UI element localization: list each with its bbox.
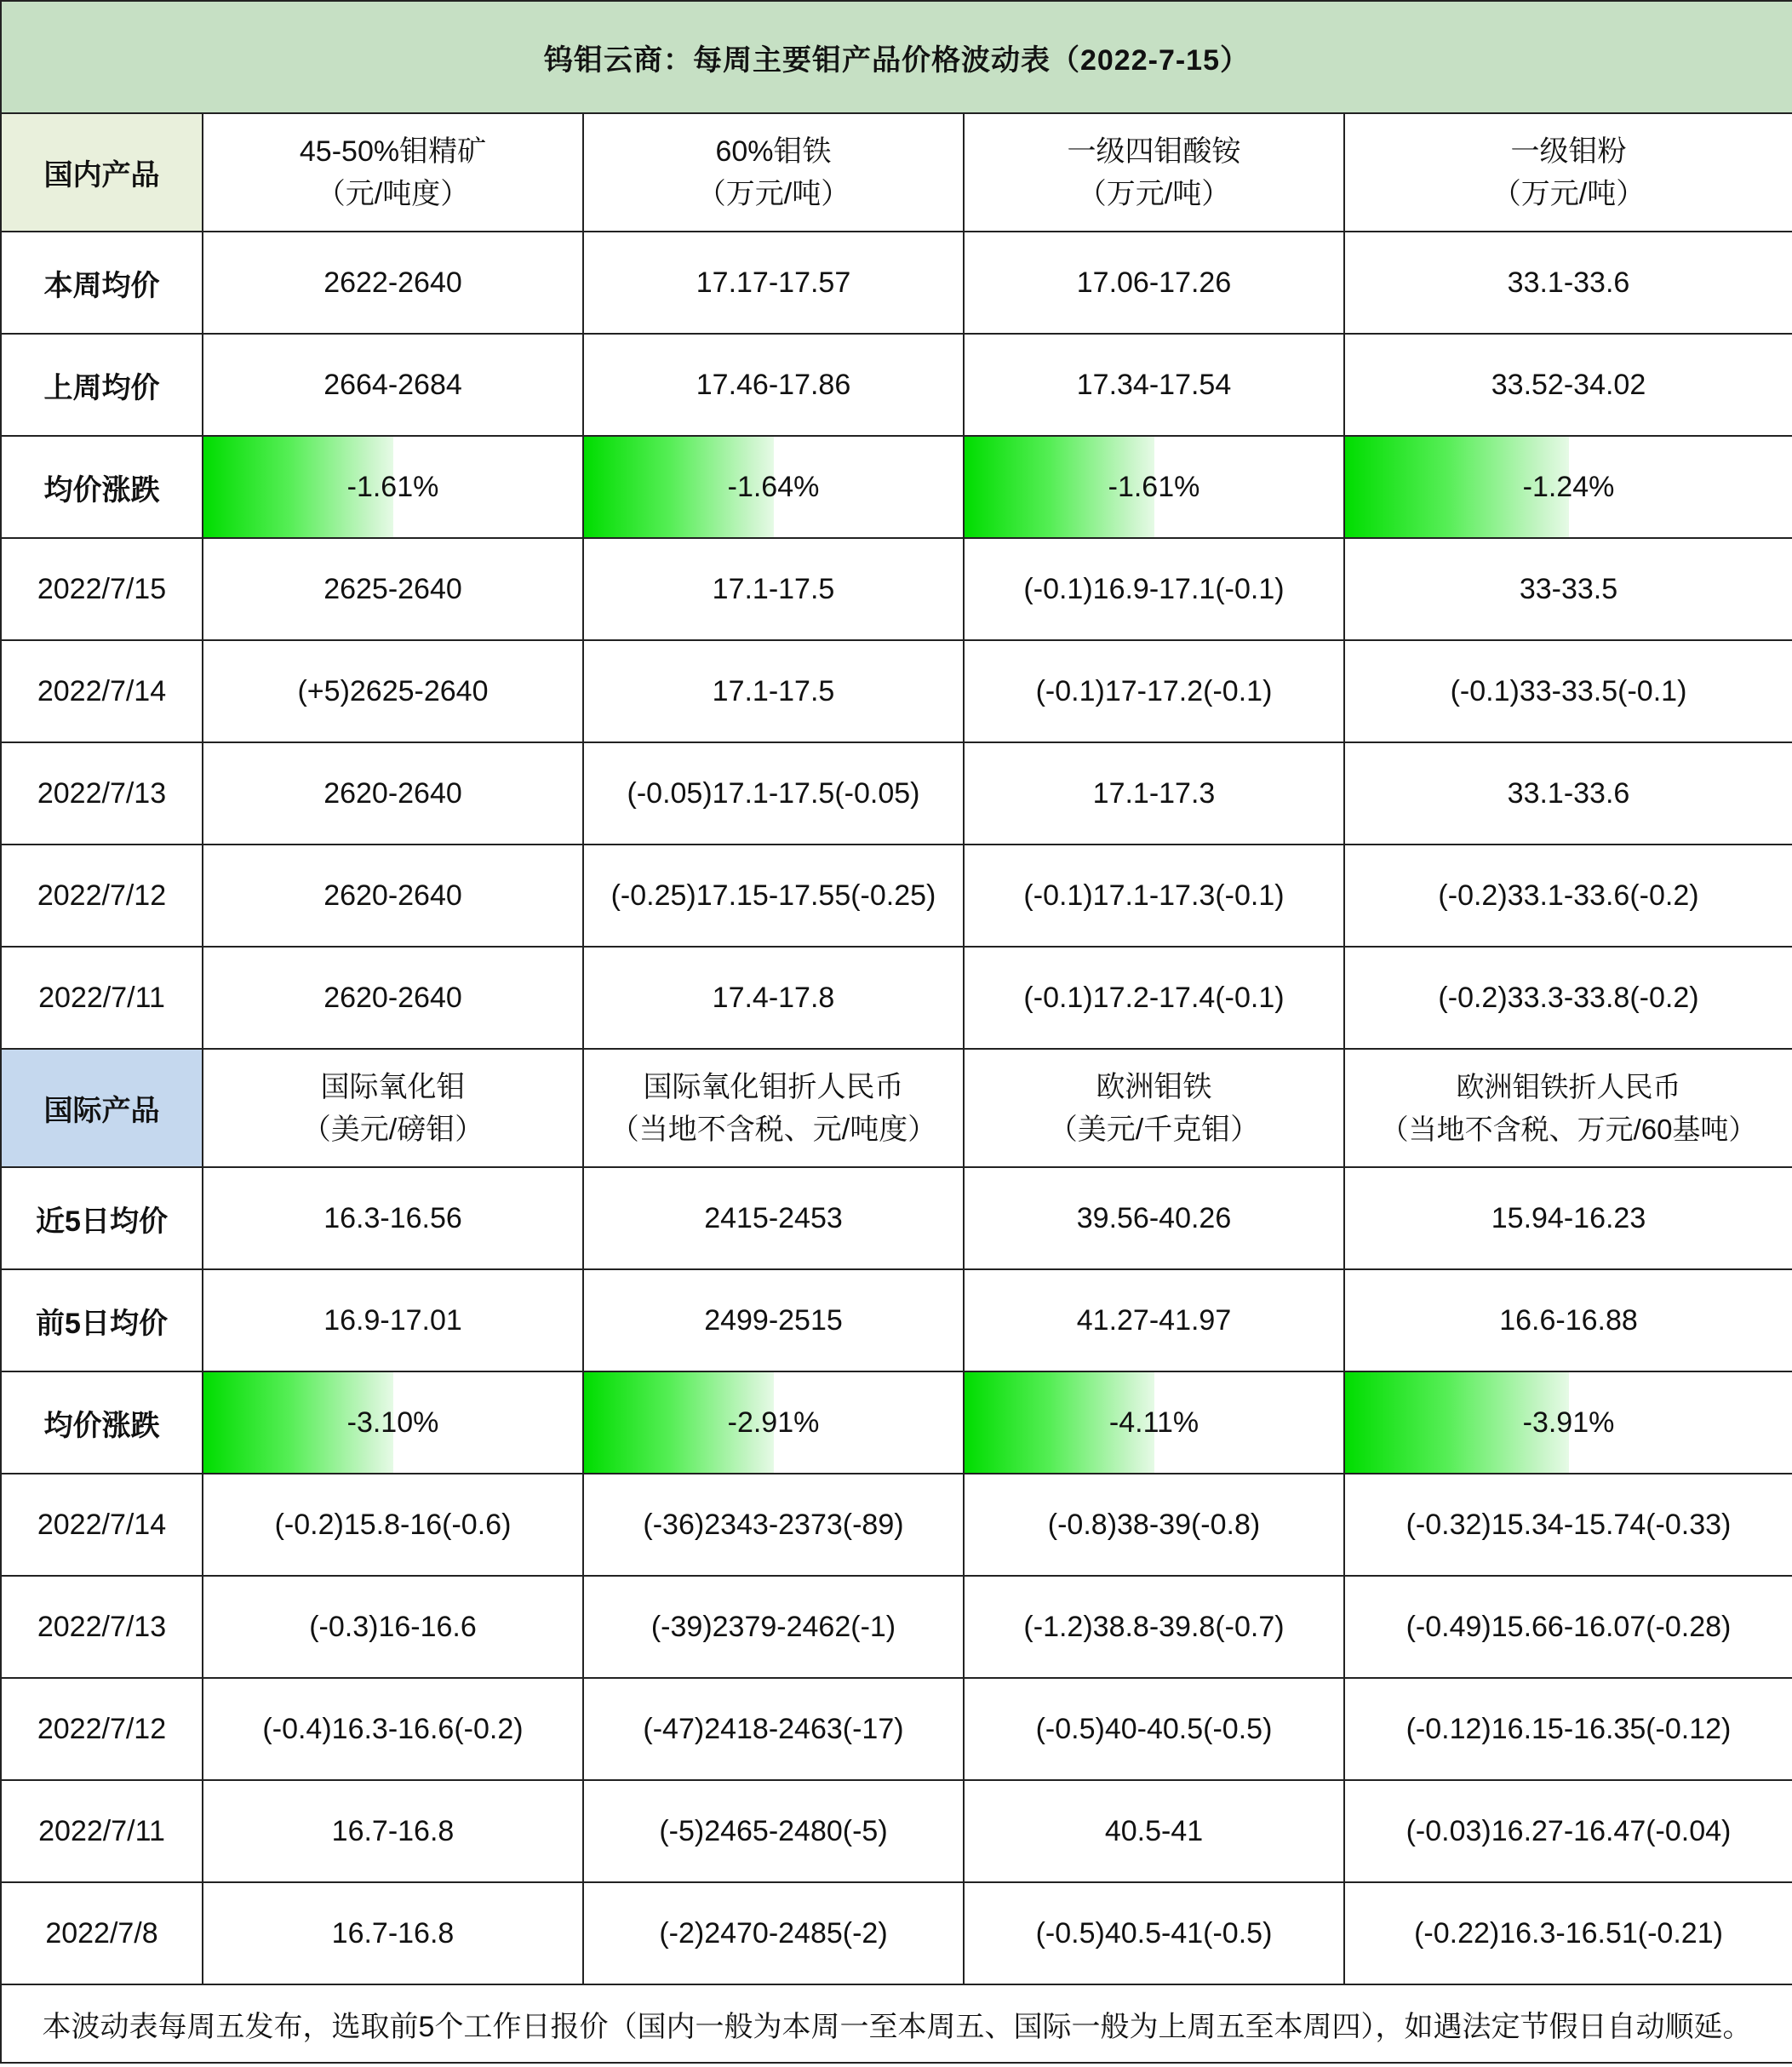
price-cell: 2625-2640 <box>203 538 583 640</box>
date-label: 2022/7/11 <box>1 1780 203 1882</box>
product-unit: （当地不含税、万元/60基吨） <box>1380 1113 1757 1145</box>
product-name: 国际氧化钼折人民币 <box>643 1070 904 1103</box>
domestic-daily-row <box>1 845 1792 947</box>
domestic-daily-row <box>1 947 1792 1049</box>
change-bar-cell <box>1344 436 1792 538</box>
domestic-product-header <box>1344 113 1792 232</box>
price-cell: (-0.3)16-16.6 <box>203 1576 583 1678</box>
product-name: 欧洲钼铁 <box>1096 1070 1212 1103</box>
row-label: 均价涨跌 <box>1 436 203 538</box>
international-recent-avg-row <box>1 1167 1792 1269</box>
price-cell: 16.9-17.01 <box>203 1269 583 1371</box>
date-label: 2022/7/15 <box>1 538 203 640</box>
price-cell: (-2)2470-2485(-2) <box>583 1882 964 1984</box>
row-label: 本周均价 <box>1 232 203 334</box>
price-cell: (-0.2)15.8-16(-0.6) <box>203 1474 583 1576</box>
change-bar-cell <box>203 436 583 538</box>
domestic-daily-row <box>1 538 1792 640</box>
product-name: 国际氧化钼 <box>320 1070 466 1103</box>
price-cell: (-1.2)38.8-39.8(-0.7) <box>964 1576 1344 1678</box>
row-label: 前5日均价 <box>1 1269 203 1371</box>
price-cell: (-0.1)16.9-17.1(-0.1) <box>964 538 1344 640</box>
footer-note: 本波动表每周五发布，选取前5个工作日报价（国内一般为本周一至本周五、国际一般为上周五至本周四），如遇法定节假日自动顺延。 <box>1 1984 1792 2063</box>
price-cell: (-0.2)33.1-33.6(-0.2) <box>1344 845 1792 947</box>
price-cell: (-39)2379-2462(-1) <box>583 1576 964 1678</box>
product-name: 一级钼粉 <box>1510 135 1627 168</box>
price-cell: 17.34-17.54 <box>964 334 1344 436</box>
domestic-product-header <box>203 113 583 232</box>
price-cell: 39.56-40.26 <box>964 1167 1344 1269</box>
international-product-header <box>583 1049 964 1167</box>
price-cell: (-0.32)15.34-15.74(-0.33) <box>1344 1474 1792 1576</box>
change-value: -1.24% <box>1522 470 1615 503</box>
price-cell: 16.3-16.56 <box>203 1167 583 1269</box>
price-cell: 2499-2515 <box>583 1269 964 1371</box>
price-cell: 33.52-34.02 <box>1344 334 1792 436</box>
international-product-header <box>964 1049 1344 1167</box>
product-unit: （美元/磅钼） <box>301 1113 484 1146</box>
product-unit: （元/吨度） <box>316 177 470 210</box>
product-unit: （美元/千克钼） <box>1048 1113 1260 1146</box>
domestic-daily-row <box>1 640 1792 742</box>
price-cell: (-0.2)33.3-33.8(-0.2) <box>1344 947 1792 1049</box>
international-daily-row <box>1 1678 1792 1780</box>
table-title: 钨钼云商：每周主要钼产品价格波动表（2022-7-15） <box>1 1 1792 113</box>
price-cell: (-0.5)40.5-41(-0.5) <box>964 1882 1344 1984</box>
price-cell: 40.5-41 <box>964 1780 1344 1882</box>
product-name: 一级四钼酸铵 <box>1067 135 1241 168</box>
price-cell: (-0.49)15.66-16.07(-0.28) <box>1344 1576 1792 1678</box>
change-value: -1.61% <box>346 470 439 503</box>
price-cell: (-36)2343-2373(-89) <box>583 1474 964 1576</box>
date-label: 2022/7/12 <box>1 845 203 947</box>
price-cell: 2622-2640 <box>203 232 583 334</box>
price-cell: 17.4-17.8 <box>583 947 964 1049</box>
international-daily-row <box>1 1474 1792 1576</box>
price-cell: 41.27-41.97 <box>964 1269 1344 1371</box>
product-name: 45-50%钼精矿 <box>299 135 487 168</box>
date-label: 2022/7/13 <box>1 1576 203 1678</box>
domestic-last-week-avg-row <box>1 334 1792 436</box>
domestic-product-header <box>964 113 1344 232</box>
price-cell: 16.7-16.8 <box>203 1882 583 1984</box>
price-cell: 2415-2453 <box>583 1167 964 1269</box>
price-cell: (-47)2418-2463(-17) <box>583 1678 964 1780</box>
price-cell: (-5)2465-2480(-5) <box>583 1780 964 1882</box>
domestic-daily-row <box>1 742 1792 845</box>
price-cell: (-0.8)38-39(-0.8) <box>964 1474 1344 1576</box>
international-daily-row <box>1 1882 1792 1984</box>
price-cell: 2664-2684 <box>203 334 583 436</box>
date-label: 2022/7/8 <box>1 1882 203 1984</box>
price-cell: 17.17-17.57 <box>583 232 964 334</box>
price-cell: 17.1-17.5 <box>583 538 964 640</box>
price-cell: (-0.1)17.1-17.3(-0.1) <box>964 845 1344 947</box>
international-product-header <box>1344 1049 1792 1167</box>
price-cell: (+5)2625-2640 <box>203 640 583 742</box>
product-unit: （当地不含税、元/吨度） <box>610 1113 937 1146</box>
date-label: 2022/7/14 <box>1 1474 203 1576</box>
price-cell: 15.94-16.23 <box>1344 1167 1792 1269</box>
change-value: -1.64% <box>727 470 820 503</box>
change-bar-cell <box>583 436 964 538</box>
price-cell: 17.06-17.26 <box>964 232 1344 334</box>
product-name: 欧洲钼铁折人民币 <box>1456 1070 1681 1102</box>
change-value: -3.91% <box>1522 1406 1615 1439</box>
price-cell: 17.1-17.3 <box>964 742 1344 845</box>
row-label: 近5日均价 <box>1 1167 203 1269</box>
price-cell: (-0.4)16.3-16.6(-0.2) <box>203 1678 583 1780</box>
product-unit: （万元/吨） <box>696 177 850 210</box>
change-bar-cell <box>583 1371 964 1474</box>
date-label: 2022/7/14 <box>1 640 203 742</box>
price-cell: 2620-2640 <box>203 845 583 947</box>
date-label: 2022/7/13 <box>1 742 203 845</box>
row-label: 均价涨跌 <box>1 1371 203 1474</box>
product-unit: （万元/吨） <box>1077 177 1231 210</box>
change-value: -3.10% <box>346 1406 439 1439</box>
price-cell: 17.46-17.86 <box>583 334 964 436</box>
international-header-row <box>1 1049 1792 1167</box>
price-cell: 2620-2640 <box>203 947 583 1049</box>
international-daily-row <box>1 1780 1792 1882</box>
price-cell: 17.1-17.5 <box>583 640 964 742</box>
domestic-header-row <box>1 113 1792 232</box>
international-change-row <box>1 1371 1792 1474</box>
product-name: 60%钼铁 <box>715 135 832 168</box>
price-cell: 16.7-16.8 <box>203 1780 583 1882</box>
international-product-header <box>203 1049 583 1167</box>
international-daily-row <box>1 1576 1792 1678</box>
price-cell: 33.1-33.6 <box>1344 232 1792 334</box>
price-cell: (-0.22)16.3-16.51(-0.21) <box>1344 1882 1792 1984</box>
product-unit: （万元/吨） <box>1491 177 1646 210</box>
change-value: -1.61% <box>1108 470 1200 503</box>
domestic-product-header <box>583 113 964 232</box>
change-bar-cell <box>1344 1371 1792 1474</box>
change-bar-cell <box>203 1371 583 1474</box>
price-cell: (-0.1)33-33.5(-0.1) <box>1344 640 1792 742</box>
price-cell: (-0.25)17.15-17.55(-0.25) <box>583 845 964 947</box>
price-cell: (-0.1)17-17.2(-0.1) <box>964 640 1344 742</box>
price-cell: (-0.5)40-40.5(-0.5) <box>964 1678 1344 1780</box>
international-section-label: 国际产品 <box>1 1049 203 1167</box>
price-cell: (-0.12)16.15-16.35(-0.12) <box>1344 1678 1792 1780</box>
price-cell: 33.1-33.6 <box>1344 742 1792 845</box>
price-cell: 16.6-16.88 <box>1344 1269 1792 1371</box>
date-label: 2022/7/12 <box>1 1678 203 1780</box>
price-cell: (-0.03)16.27-16.47(-0.04) <box>1344 1780 1792 1882</box>
domestic-change-row <box>1 436 1792 538</box>
change-value: -4.11% <box>1108 1406 1199 1439</box>
price-cell: 33-33.5 <box>1344 538 1792 640</box>
price-cell: (-0.05)17.1-17.5(-0.05) <box>583 742 964 845</box>
international-previous-avg-row <box>1 1269 1792 1371</box>
price-cell: (-0.1)17.2-17.4(-0.1) <box>964 947 1344 1049</box>
row-label: 上周均价 <box>1 334 203 436</box>
domestic-section-label: 国内产品 <box>1 113 203 232</box>
domestic-this-week-avg-row <box>1 232 1792 334</box>
date-label: 2022/7/11 <box>1 947 203 1049</box>
change-bar-cell <box>964 436 1344 538</box>
change-value: -2.91% <box>727 1406 820 1439</box>
price-cell: 2620-2640 <box>203 742 583 845</box>
change-bar-cell <box>964 1371 1344 1474</box>
